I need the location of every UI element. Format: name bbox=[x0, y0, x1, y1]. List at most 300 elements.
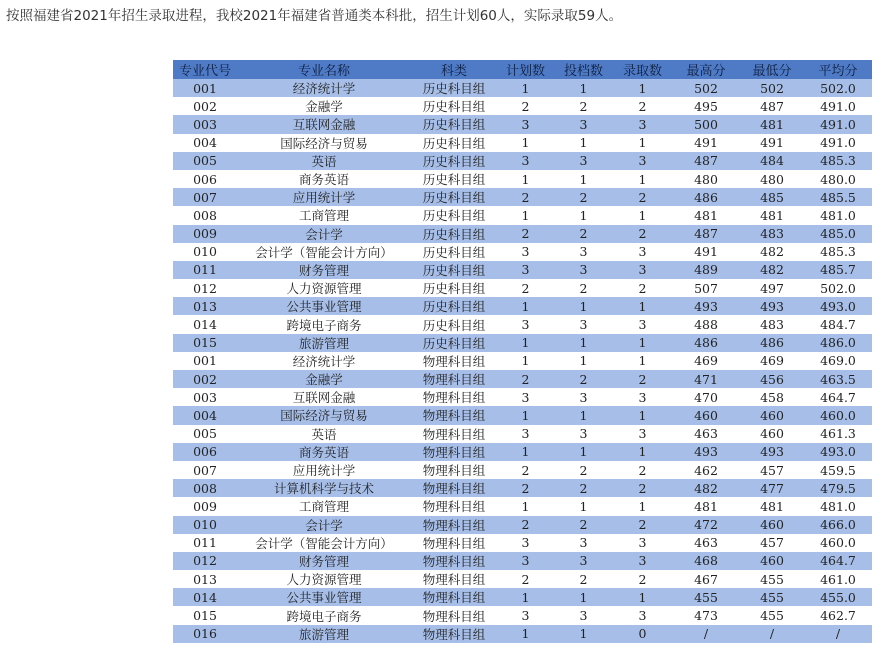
cell-admitted-count: 1 bbox=[613, 297, 672, 315]
cell-subject-group: 物理科目组 bbox=[411, 552, 497, 570]
cell-subject-group: 物理科目组 bbox=[411, 370, 497, 388]
cell-avg-score: 466.0 bbox=[804, 516, 872, 534]
table-row bbox=[173, 279, 872, 297]
cell-avg-score: 481.0 bbox=[804, 497, 872, 515]
cell-plan-count: 3 bbox=[497, 243, 554, 261]
cell-min-score: 469 bbox=[740, 352, 804, 370]
cell-filed-count: 1 bbox=[554, 625, 613, 643]
cell-min-score: 455 bbox=[740, 570, 804, 588]
table-row bbox=[173, 297, 872, 315]
cell-plan-count: 1 bbox=[497, 352, 554, 370]
cell-major-name: 会计学 bbox=[237, 516, 411, 534]
cell-major-name: 互联网金融 bbox=[237, 115, 411, 133]
cell-filed-count: 2 bbox=[554, 570, 613, 588]
cell-plan-count: 3 bbox=[497, 425, 554, 443]
cell-major-name: 国际经济与贸易 bbox=[237, 134, 411, 152]
cell-subject-group: 历史科目组 bbox=[411, 279, 497, 297]
cell-filed-count: 1 bbox=[554, 352, 613, 370]
cell-filed-count: 2 bbox=[554, 516, 613, 534]
table-header-row bbox=[173, 60, 872, 79]
cell-filed-count: 3 bbox=[554, 261, 613, 279]
cell-min-score: 482 bbox=[740, 261, 804, 279]
intro-text: 按照福建省2021年招生录取进程，我校2021年福建省普通类本科批，招生计划60人，实际录取59人。 bbox=[6, 8, 623, 24]
cell-major-name: 公共事业管理 bbox=[237, 588, 411, 606]
cell-major-code: 005 bbox=[173, 425, 237, 443]
cell-subject-group: 物理科目组 bbox=[411, 606, 497, 624]
header-filed-count: 投档数 bbox=[554, 60, 613, 79]
cell-admitted-count: 2 bbox=[613, 225, 672, 243]
cell-avg-score: 464.7 bbox=[804, 552, 872, 570]
table-row bbox=[173, 406, 872, 424]
cell-filed-count: 2 bbox=[554, 479, 613, 497]
cell-avg-score: 461.3 bbox=[804, 425, 872, 443]
cell-filed-count: 1 bbox=[554, 79, 613, 97]
header-min-score: 最低分 bbox=[740, 60, 804, 79]
table-row bbox=[173, 206, 872, 224]
cell-major-code: 010 bbox=[173, 243, 237, 261]
cell-avg-score: 485.7 bbox=[804, 261, 872, 279]
cell-subject-group: 物理科目组 bbox=[411, 352, 497, 370]
cell-avg-score: 493.0 bbox=[804, 297, 872, 315]
cell-filed-count: 3 bbox=[554, 388, 613, 406]
cell-filed-count: 1 bbox=[554, 443, 613, 461]
cell-major-name: 英语 bbox=[237, 152, 411, 170]
cell-plan-count: 1 bbox=[497, 406, 554, 424]
cell-plan-count: 2 bbox=[497, 97, 554, 115]
cell-major-name: 计算机科学与技术 bbox=[237, 479, 411, 497]
table-row bbox=[173, 588, 872, 606]
cell-avg-score: 485.3 bbox=[804, 243, 872, 261]
cell-major-name: 公共事业管理 bbox=[237, 297, 411, 315]
cell-plan-count: 2 bbox=[497, 570, 554, 588]
cell-major-code: 016 bbox=[173, 625, 237, 643]
cell-major-name: 应用统计学 bbox=[237, 461, 411, 479]
cell-min-score: 485 bbox=[740, 188, 804, 206]
cell-filed-count: 1 bbox=[554, 170, 613, 188]
cell-admitted-count: 2 bbox=[613, 279, 672, 297]
cell-avg-score: 463.5 bbox=[804, 370, 872, 388]
cell-subject-group: 物理科目组 bbox=[411, 388, 497, 406]
cell-subject-group: 历史科目组 bbox=[411, 243, 497, 261]
cell-subject-group: 历史科目组 bbox=[411, 134, 497, 152]
cell-admitted-count: 1 bbox=[613, 134, 672, 152]
cell-max-score: 467 bbox=[672, 570, 740, 588]
cell-major-code: 005 bbox=[173, 152, 237, 170]
cell-min-score: 483 bbox=[740, 225, 804, 243]
cell-major-code: 015 bbox=[173, 334, 237, 352]
cell-avg-score: 464.7 bbox=[804, 388, 872, 406]
cell-avg-score: 461.0 bbox=[804, 570, 872, 588]
cell-max-score: 481 bbox=[672, 497, 740, 515]
cell-admitted-count: 2 bbox=[613, 516, 672, 534]
cell-major-code: 009 bbox=[173, 225, 237, 243]
cell-max-score: / bbox=[672, 625, 740, 643]
cell-max-score: 486 bbox=[672, 188, 740, 206]
cell-min-score: 486 bbox=[740, 334, 804, 352]
cell-avg-score: 484.7 bbox=[804, 315, 872, 333]
cell-min-score: 493 bbox=[740, 443, 804, 461]
cell-major-code: 006 bbox=[173, 443, 237, 461]
cell-max-score: 460 bbox=[672, 406, 740, 424]
cell-major-code: 011 bbox=[173, 261, 237, 279]
cell-admitted-count: 2 bbox=[613, 570, 672, 588]
cell-major-code: 006 bbox=[173, 170, 237, 188]
cell-major-name: 商务英语 bbox=[237, 443, 411, 461]
cell-admitted-count: 0 bbox=[613, 625, 672, 643]
cell-filed-count: 2 bbox=[554, 461, 613, 479]
cell-max-score: 469 bbox=[672, 352, 740, 370]
cell-plan-count: 3 bbox=[497, 606, 554, 624]
cell-admitted-count: 3 bbox=[613, 534, 672, 552]
cell-filed-count: 1 bbox=[554, 134, 613, 152]
cell-max-score: 473 bbox=[672, 606, 740, 624]
cell-subject-group: 物理科目组 bbox=[411, 406, 497, 424]
cell-major-code: 001 bbox=[173, 352, 237, 370]
cell-admitted-count: 3 bbox=[613, 388, 672, 406]
cell-subject-group: 历史科目组 bbox=[411, 115, 497, 133]
cell-min-score: 460 bbox=[740, 516, 804, 534]
table-row bbox=[173, 461, 872, 479]
table-row bbox=[173, 443, 872, 461]
cell-min-score: 460 bbox=[740, 406, 804, 424]
table-row bbox=[173, 625, 872, 643]
cell-admitted-count: 1 bbox=[613, 588, 672, 606]
cell-min-score: 457 bbox=[740, 534, 804, 552]
cell-filed-count: 1 bbox=[554, 588, 613, 606]
cell-plan-count: 2 bbox=[497, 225, 554, 243]
cell-max-score: 468 bbox=[672, 552, 740, 570]
cell-admitted-count: 2 bbox=[613, 97, 672, 115]
cell-min-score: 483 bbox=[740, 315, 804, 333]
cell-avg-score: 460.0 bbox=[804, 534, 872, 552]
cell-admitted-count: 3 bbox=[613, 115, 672, 133]
table-row bbox=[173, 552, 872, 570]
cell-major-name: 经济统计学 bbox=[237, 79, 411, 97]
cell-min-score: 481 bbox=[740, 206, 804, 224]
table-row bbox=[173, 188, 872, 206]
cell-major-name: 金融学 bbox=[237, 97, 411, 115]
cell-avg-score: 479.5 bbox=[804, 479, 872, 497]
cell-max-score: 472 bbox=[672, 516, 740, 534]
cell-plan-count: 1 bbox=[497, 206, 554, 224]
cell-max-score: 493 bbox=[672, 297, 740, 315]
cell-admitted-count: 3 bbox=[613, 552, 672, 570]
cell-admitted-count: 2 bbox=[613, 461, 672, 479]
cell-subject-group: 物理科目组 bbox=[411, 461, 497, 479]
cell-subject-group: 物理科目组 bbox=[411, 425, 497, 443]
cell-avg-score: 485.5 bbox=[804, 188, 872, 206]
cell-min-score: 480 bbox=[740, 170, 804, 188]
cell-major-name: 英语 bbox=[237, 425, 411, 443]
table-row bbox=[173, 334, 872, 352]
table-row bbox=[173, 534, 872, 552]
cell-filed-count: 3 bbox=[554, 243, 613, 261]
cell-admitted-count: 3 bbox=[613, 261, 672, 279]
cell-plan-count: 2 bbox=[497, 370, 554, 388]
cell-subject-group: 物理科目组 bbox=[411, 497, 497, 515]
cell-admitted-count: 3 bbox=[613, 315, 672, 333]
table-row bbox=[173, 497, 872, 515]
cell-admitted-count: 3 bbox=[613, 243, 672, 261]
cell-filed-count: 2 bbox=[554, 370, 613, 388]
cell-major-code: 009 bbox=[173, 497, 237, 515]
cell-max-score: 481 bbox=[672, 206, 740, 224]
cell-min-score: 497 bbox=[740, 279, 804, 297]
cell-filed-count: 1 bbox=[554, 334, 613, 352]
cell-plan-count: 1 bbox=[497, 625, 554, 643]
cell-subject-group: 历史科目组 bbox=[411, 79, 497, 97]
table-row bbox=[173, 134, 872, 152]
cell-major-name: 旅游管理 bbox=[237, 625, 411, 643]
cell-major-code: 011 bbox=[173, 534, 237, 552]
cell-admitted-count: 1 bbox=[613, 170, 672, 188]
cell-major-code: 014 bbox=[173, 315, 237, 333]
cell-max-score: 487 bbox=[672, 152, 740, 170]
cell-min-score: 457 bbox=[740, 461, 804, 479]
cell-major-code: 003 bbox=[173, 115, 237, 133]
cell-avg-score: 481.0 bbox=[804, 206, 872, 224]
cell-major-name: 会计学 bbox=[237, 225, 411, 243]
cell-subject-group: 历史科目组 bbox=[411, 206, 497, 224]
table-row bbox=[173, 97, 872, 115]
table-row bbox=[173, 225, 872, 243]
header-admitted-count: 录取数 bbox=[613, 60, 672, 79]
cell-avg-score: 485.0 bbox=[804, 225, 872, 243]
cell-plan-count: 1 bbox=[497, 297, 554, 315]
cell-min-score: / bbox=[740, 625, 804, 643]
cell-major-name: 商务英语 bbox=[237, 170, 411, 188]
cell-max-score: 462 bbox=[672, 461, 740, 479]
table-row bbox=[173, 170, 872, 188]
cell-subject-group: 物理科目组 bbox=[411, 570, 497, 588]
cell-avg-score: 493.0 bbox=[804, 443, 872, 461]
cell-admitted-count: 3 bbox=[613, 152, 672, 170]
cell-major-code: 007 bbox=[173, 188, 237, 206]
cell-min-score: 477 bbox=[740, 479, 804, 497]
cell-plan-count: 3 bbox=[497, 552, 554, 570]
cell-major-name: 跨境电子商务 bbox=[237, 315, 411, 333]
cell-avg-score: 480.0 bbox=[804, 170, 872, 188]
cell-subject-group: 物理科目组 bbox=[411, 534, 497, 552]
header-major-code: 专业代号 bbox=[173, 60, 237, 79]
cell-min-score: 455 bbox=[740, 606, 804, 624]
cell-major-code: 002 bbox=[173, 370, 237, 388]
cell-subject-group: 历史科目组 bbox=[411, 315, 497, 333]
cell-plan-count: 1 bbox=[497, 588, 554, 606]
cell-max-score: 463 bbox=[672, 425, 740, 443]
cell-avg-score: / bbox=[804, 625, 872, 643]
cell-filed-count: 1 bbox=[554, 497, 613, 515]
cell-avg-score: 462.7 bbox=[804, 606, 872, 624]
cell-major-code: 015 bbox=[173, 606, 237, 624]
cell-major-name: 互联网金融 bbox=[237, 388, 411, 406]
cell-major-code: 012 bbox=[173, 552, 237, 570]
cell-major-name: 会计学（智能会计方向） bbox=[237, 534, 411, 552]
cell-major-code: 004 bbox=[173, 406, 237, 424]
cell-subject-group: 物理科目组 bbox=[411, 588, 497, 606]
cell-major-code: 007 bbox=[173, 461, 237, 479]
cell-max-score: 470 bbox=[672, 388, 740, 406]
header-plan-count: 计划数 bbox=[497, 60, 554, 79]
cell-filed-count: 3 bbox=[554, 152, 613, 170]
cell-major-name: 金融学 bbox=[237, 370, 411, 388]
cell-major-name: 旅游管理 bbox=[237, 334, 411, 352]
cell-admitted-count: 1 bbox=[613, 206, 672, 224]
cell-min-score: 491 bbox=[740, 134, 804, 152]
cell-plan-count: 3 bbox=[497, 388, 554, 406]
cell-major-code: 014 bbox=[173, 588, 237, 606]
table-row bbox=[173, 261, 872, 279]
cell-plan-count: 3 bbox=[497, 152, 554, 170]
cell-admitted-count: 1 bbox=[613, 79, 672, 97]
cell-major-code: 008 bbox=[173, 479, 237, 497]
cell-major-name: 工商管理 bbox=[237, 206, 411, 224]
cell-subject-group: 历史科目组 bbox=[411, 297, 497, 315]
cell-min-score: 481 bbox=[740, 497, 804, 515]
cell-avg-score: 502.0 bbox=[804, 279, 872, 297]
cell-avg-score: 455.0 bbox=[804, 588, 872, 606]
cell-filed-count: 3 bbox=[554, 315, 613, 333]
cell-filed-count: 3 bbox=[554, 115, 613, 133]
cell-major-code: 010 bbox=[173, 516, 237, 534]
cell-filed-count: 1 bbox=[554, 406, 613, 424]
header-avg-score: 平均分 bbox=[804, 60, 872, 79]
cell-subject-group: 历史科目组 bbox=[411, 225, 497, 243]
cell-major-code: 008 bbox=[173, 206, 237, 224]
cell-subject-group: 历史科目组 bbox=[411, 334, 497, 352]
cell-avg-score: 460.0 bbox=[804, 406, 872, 424]
cell-subject-group: 历史科目组 bbox=[411, 261, 497, 279]
cell-plan-count: 1 bbox=[497, 334, 554, 352]
table-row bbox=[173, 352, 872, 370]
table-row bbox=[173, 79, 872, 97]
cell-plan-count: 3 bbox=[497, 315, 554, 333]
table-row bbox=[173, 152, 872, 170]
cell-min-score: 456 bbox=[740, 370, 804, 388]
cell-filed-count: 1 bbox=[554, 206, 613, 224]
cell-filed-count: 3 bbox=[554, 552, 613, 570]
cell-major-code: 004 bbox=[173, 134, 237, 152]
cell-filed-count: 2 bbox=[554, 225, 613, 243]
table-row bbox=[173, 115, 872, 133]
cell-avg-score: 469.0 bbox=[804, 352, 872, 370]
cell-min-score: 455 bbox=[740, 588, 804, 606]
cell-plan-count: 2 bbox=[497, 516, 554, 534]
cell-min-score: 493 bbox=[740, 297, 804, 315]
cell-max-score: 471 bbox=[672, 370, 740, 388]
cell-major-name: 工商管理 bbox=[237, 497, 411, 515]
cell-plan-count: 2 bbox=[497, 188, 554, 206]
cell-admitted-count: 1 bbox=[613, 352, 672, 370]
cell-filed-count: 3 bbox=[554, 534, 613, 552]
cell-admitted-count: 1 bbox=[613, 497, 672, 515]
cell-major-code: 013 bbox=[173, 570, 237, 588]
cell-min-score: 502 bbox=[740, 79, 804, 97]
cell-filed-count: 3 bbox=[554, 425, 613, 443]
cell-max-score: 480 bbox=[672, 170, 740, 188]
table-row bbox=[173, 606, 872, 624]
cell-max-score: 493 bbox=[672, 443, 740, 461]
cell-plan-count: 2 bbox=[497, 279, 554, 297]
cell-avg-score: 491.0 bbox=[804, 97, 872, 115]
cell-max-score: 482 bbox=[672, 479, 740, 497]
cell-filed-count: 2 bbox=[554, 97, 613, 115]
cell-plan-count: 1 bbox=[497, 170, 554, 188]
table-body bbox=[173, 79, 872, 643]
header-subject-group: 科类 bbox=[411, 60, 497, 79]
table-row bbox=[173, 388, 872, 406]
cell-admitted-count: 2 bbox=[613, 188, 672, 206]
cell-avg-score: 486.0 bbox=[804, 334, 872, 352]
cell-plan-count: 3 bbox=[497, 115, 554, 133]
cell-major-code: 002 bbox=[173, 97, 237, 115]
cell-min-score: 460 bbox=[740, 425, 804, 443]
cell-max-score: 455 bbox=[672, 588, 740, 606]
admission-table bbox=[173, 60, 872, 643]
cell-min-score: 482 bbox=[740, 243, 804, 261]
cell-plan-count: 1 bbox=[497, 134, 554, 152]
cell-subject-group: 历史科目组 bbox=[411, 152, 497, 170]
header-major-name: 专业名称 bbox=[237, 60, 411, 79]
cell-plan-count: 2 bbox=[497, 479, 554, 497]
cell-min-score: 484 bbox=[740, 152, 804, 170]
cell-min-score: 460 bbox=[740, 552, 804, 570]
cell-max-score: 495 bbox=[672, 97, 740, 115]
cell-admitted-count: 3 bbox=[613, 425, 672, 443]
table-row bbox=[173, 570, 872, 588]
cell-admitted-count: 3 bbox=[613, 606, 672, 624]
cell-max-score: 488 bbox=[672, 315, 740, 333]
cell-major-name: 应用统计学 bbox=[237, 188, 411, 206]
cell-min-score: 481 bbox=[740, 115, 804, 133]
cell-max-score: 491 bbox=[672, 243, 740, 261]
cell-major-name: 会计学（智能会计方向） bbox=[237, 243, 411, 261]
cell-admitted-count: 1 bbox=[613, 334, 672, 352]
cell-avg-score: 485.3 bbox=[804, 152, 872, 170]
cell-max-score: 486 bbox=[672, 334, 740, 352]
cell-avg-score: 459.5 bbox=[804, 461, 872, 479]
table-row bbox=[173, 516, 872, 534]
cell-admitted-count: 1 bbox=[613, 406, 672, 424]
cell-avg-score: 491.0 bbox=[804, 134, 872, 152]
cell-major-name: 跨境电子商务 bbox=[237, 606, 411, 624]
cell-subject-group: 物理科目组 bbox=[411, 516, 497, 534]
cell-avg-score: 491.0 bbox=[804, 115, 872, 133]
cell-max-score: 507 bbox=[672, 279, 740, 297]
cell-plan-count: 3 bbox=[497, 534, 554, 552]
cell-max-score: 463 bbox=[672, 534, 740, 552]
cell-max-score: 491 bbox=[672, 134, 740, 152]
cell-subject-group: 历史科目组 bbox=[411, 188, 497, 206]
cell-major-name: 财务管理 bbox=[237, 261, 411, 279]
cell-plan-count: 1 bbox=[497, 443, 554, 461]
cell-major-name: 人力资源管理 bbox=[237, 570, 411, 588]
cell-admitted-count: 2 bbox=[613, 370, 672, 388]
table-row bbox=[173, 425, 872, 443]
table-row bbox=[173, 315, 872, 333]
cell-subject-group: 物理科目组 bbox=[411, 625, 497, 643]
cell-filed-count: 2 bbox=[554, 279, 613, 297]
cell-major-code: 001 bbox=[173, 79, 237, 97]
cell-major-code: 012 bbox=[173, 279, 237, 297]
cell-max-score: 487 bbox=[672, 225, 740, 243]
cell-subject-group: 物理科目组 bbox=[411, 479, 497, 497]
cell-max-score: 500 bbox=[672, 115, 740, 133]
cell-subject-group: 历史科目组 bbox=[411, 170, 497, 188]
cell-subject-group: 历史科目组 bbox=[411, 97, 497, 115]
cell-plan-count: 3 bbox=[497, 261, 554, 279]
cell-min-score: 487 bbox=[740, 97, 804, 115]
